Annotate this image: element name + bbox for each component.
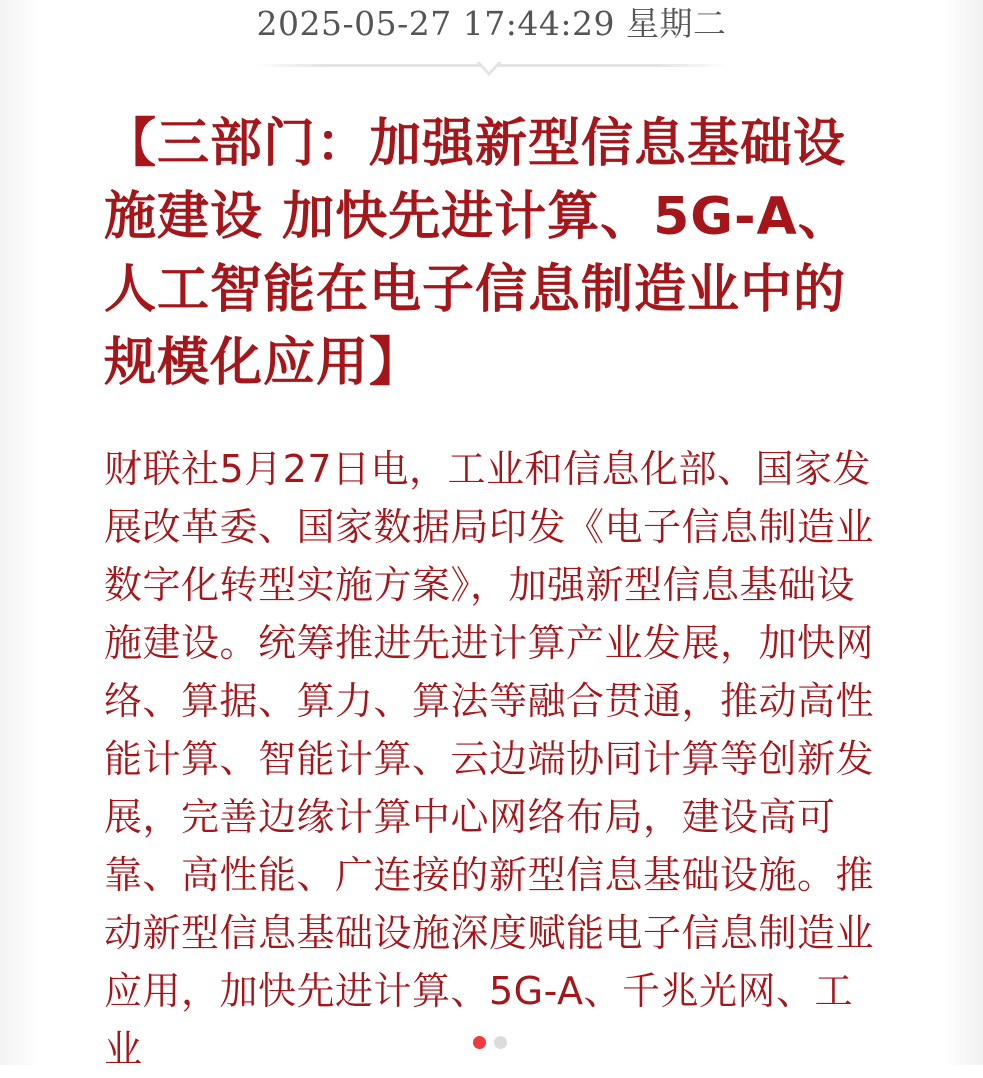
divider-notch-inner — [479, 61, 499, 72]
publish-timestamp: 2025-05-27 17:44:29 星期二 — [256, 4, 727, 43]
left-edge-shadow — [0, 0, 40, 1065]
page-dot[interactable] — [494, 1036, 507, 1049]
article-headline: 【三部门：加强新型信息基础设施建设 加快先进计算、5G-A、人工智能在电子信息制造业中的规模化应用】 — [104, 114, 851, 393]
page-indicator[interactable] — [473, 1036, 507, 1050]
right-edge-shadow — [943, 0, 983, 1065]
page-dot-active[interactable] — [473, 1036, 486, 1049]
article-body[interactable]: 财联社5月27日电，工业和信息化部、国家发展改革委、国家数据局印发《电子信息制造业数字化转型实施方案》，加强新型信息基础设施建设。统筹推进先进计算产业发展，加快网络、算据、算力、算法等融合贯通，推动高性能计算、智能计算、云边端协同计算等创新发展，完善边缘计算中心网络布局，建设高可靠、高性能、广连接的新型信息基础设施。推动新型信息基础设施深度赋能电子信息制造业应用，加快先进计算、5G-A、千兆光网、工业 — [104, 447, 875, 1071]
